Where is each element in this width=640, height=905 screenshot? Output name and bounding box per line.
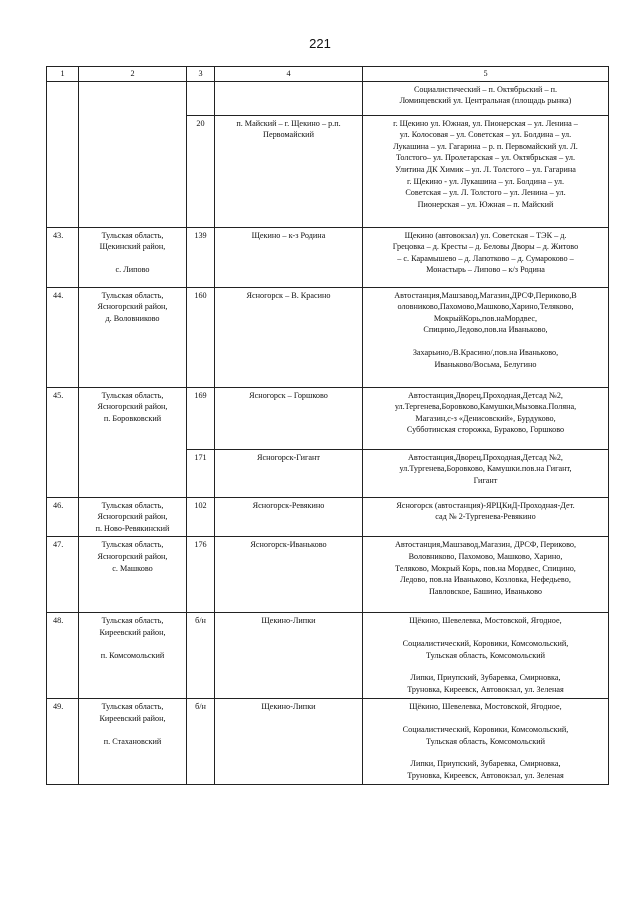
- stops-cell: [363, 537, 609, 613]
- stops-cell-line: Социалистический, Коровики, Комсомольский,: [402, 638, 569, 648]
- stops-cell-line: ул.Тергенева,Боровково,Камушки,Мызовка.Поляна,: [394, 402, 577, 412]
- table-row: [47, 227, 609, 287]
- location-cell-line: Щекинский район,: [99, 242, 166, 252]
- stops-cell-line: Воловниково, Пахомово, Машково, Харино,: [408, 551, 563, 561]
- route-name-cell-line: п. Майский – г. Щекино – р.п.: [236, 118, 341, 128]
- location-cell-line: Ясногорский район,: [97, 302, 168, 312]
- location-cell: [79, 613, 187, 699]
- stops-cell-line: Ясногорск (автостанция)-ЯРЦКиД-Проходная-Дет.: [396, 500, 575, 510]
- table-body: [47, 81, 609, 785]
- location-cell: [79, 227, 187, 287]
- stops-cell-line: Тульская область, Комсомольский: [426, 650, 545, 660]
- route-name-cell: [215, 287, 363, 387]
- route-code: 171: [187, 449, 215, 497]
- stops-cell-line: Труновка, Киреевск, Автовокзал, ул. Зеленая: [407, 684, 564, 694]
- stops-cell: [363, 613, 609, 699]
- route-name-cell-line: Ясногорск – В. Красино: [246, 290, 331, 300]
- route-name-cell: [215, 227, 363, 287]
- stops-cell-line: Щекино (автовокзал) ул. Советская – ТЭК – д.: [404, 230, 567, 240]
- stops-cell-line: Липки, Приупский, Зубаревка, Смирновка,: [410, 759, 561, 769]
- route-name-cell: [215, 387, 363, 449]
- route-code: 176: [187, 537, 215, 613]
- location-cell-line: с. Липово: [115, 264, 150, 274]
- location-cell-line: п. Комсомольский: [100, 650, 165, 660]
- location-cell-line: Ясногорский район,: [97, 512, 168, 522]
- table-row: [47, 81, 609, 115]
- route-name-cell-line: Ясногорск-Иваньково: [250, 540, 327, 550]
- route-name-cell: [215, 449, 363, 497]
- row-number: 49.: [47, 699, 79, 785]
- location-cell-line: Тульская область,: [101, 500, 164, 510]
- location-cell-line: Тульская область,: [101, 290, 164, 300]
- header-cell: 3: [187, 67, 215, 82]
- stops-cell-line: Автостанция,Машзавод,Магазин, ДРСФ, Периково,: [394, 540, 577, 550]
- location-cell-line: п. Ново-Ревякинский: [95, 523, 170, 533]
- location-cell-line: д. Воловниково: [105, 313, 160, 323]
- stops-cell-line: Пионерская – ул. Южная – п. Майский: [417, 199, 554, 209]
- header-cell: 2: [79, 67, 187, 82]
- table-row: [47, 699, 609, 785]
- stops-cell-line: Труновка, Киреевск, Автовокзал, ул. Зеленая: [407, 770, 564, 780]
- route-code: 20: [187, 115, 215, 227]
- stops-cell-line: Гигант: [473, 475, 498, 485]
- stops-cell-line: оловниково,Пахомово,Машково,Харино,Теляково,: [397, 302, 574, 312]
- stops-cell-line: – с. Карамышево – д. Лапотково – д. Сумароково –: [397, 253, 574, 263]
- stops-cell-line: Социалистический – п. Октябрьский – п.: [413, 84, 558, 94]
- route-name-cell: [215, 497, 363, 537]
- location-cell-line: Тульская область,: [101, 230, 164, 240]
- row-number: 44.: [47, 287, 79, 387]
- route-name-cell: [215, 699, 363, 785]
- stops-cell-line: Монастырь – Липово – к/з Родина: [426, 265, 545, 275]
- row-number: [47, 81, 79, 227]
- routes-table: [46, 66, 609, 785]
- route-name-cell-line: Щекино-Липки: [261, 616, 316, 626]
- location-cell-line: Ясногорский район,: [97, 551, 168, 561]
- stops-cell-line: Улитина ДК Химик – ул. Л. Толстого – ул. Гагарина: [395, 164, 576, 174]
- route-name-cell-line: Ясногорск – Горшково: [249, 390, 328, 400]
- route-name-cell: [215, 537, 363, 613]
- stops-cell-line: Грецовка – д. Кресты – д. Беловы Дворы – д. Житово: [392, 242, 579, 252]
- route-name-cell-line: Первомайский: [263, 130, 314, 140]
- stops-cell: [363, 115, 609, 227]
- header-cell: 5: [363, 67, 609, 82]
- location-cell-line: Тульская область,: [101, 390, 164, 400]
- location-cell: [79, 287, 187, 387]
- location-cell-line: п. Боровковский: [103, 413, 162, 423]
- stops-cell: [363, 227, 609, 287]
- route-name-cell-line: Щекино-Липки: [261, 702, 316, 712]
- stops-cell-line: Тульская область, Комсомольский: [426, 736, 545, 746]
- route-name-cell-line: Щекино – к-з Родина: [251, 230, 326, 240]
- table-row: [47, 613, 609, 699]
- stops-cell-line: Лукашина – ул. Гагарина – р. п. Первомайский ул. Л.: [393, 141, 578, 151]
- row-number: 48.: [47, 613, 79, 699]
- location-cell-line: Тульская область,: [101, 540, 164, 550]
- location-cell-line: Ясногорский район,: [97, 402, 168, 412]
- location-cell: [79, 81, 187, 227]
- stops-cell-line: Советская – ул. Л. Толстого – ул. Ленина – ул.: [405, 188, 566, 198]
- table-row: [47, 387, 609, 449]
- page-number: 221: [309, 36, 331, 51]
- table-header-row: [47, 67, 609, 82]
- route-name-cell: [215, 115, 363, 227]
- stops-cell-line: Субботинская сторожка, Бураково, Горшково: [406, 425, 565, 435]
- row-number: 45.: [47, 387, 79, 497]
- stops-cell-line: г. Щекино ул. Южная, ул. Пионерская – ул. Ленина –: [393, 118, 578, 128]
- stops-cell: [363, 449, 609, 497]
- route-code: б/н: [187, 613, 215, 699]
- stops-cell: [363, 699, 609, 785]
- location-cell: [79, 699, 187, 785]
- stops-cell: [363, 287, 609, 387]
- location-cell-line: п. Стахановский: [103, 736, 162, 746]
- location-cell-line: Киреевский район,: [99, 713, 166, 723]
- stops-cell-line: Щёкино, Шевелевка, Мостовской, Ягодное,: [409, 616, 562, 626]
- route-code: 102: [187, 497, 215, 537]
- stops-cell-line: г. Щекино - ул. Лукашина – ул. Болдина – ул.: [406, 176, 565, 186]
- location-cell: [79, 387, 187, 497]
- stops-cell: [363, 81, 609, 115]
- route-code: [187, 81, 215, 115]
- stops-cell-line: Толстого– ул. Пролетарская – ул. Октябрьская – ул.: [395, 153, 575, 163]
- location-cell: [79, 497, 187, 537]
- location-cell-line: Киреевский район,: [99, 627, 166, 637]
- route-code: 160: [187, 287, 215, 387]
- stops-cell-line: Автостанция,Дворец,Проходная,Детсад №2,: [408, 452, 563, 462]
- stops-cell-line: Иваньково/Восьма, Белугино: [434, 359, 537, 369]
- header-cell: 1: [47, 67, 79, 82]
- stops-cell-line: Автостанция,Дворец,Проходная,Детсад №2,: [408, 390, 563, 400]
- stops-cell-line: Ледово, пов.на Иваньково, Козловка, Нефедьево,: [400, 575, 571, 585]
- stops-cell-line: Ломинцевский ул. Центральная (площадь рынка): [399, 96, 572, 106]
- route-name-cell-line: Ясногорск-Гигант: [256, 452, 320, 462]
- stops-cell-line: Щёкино, Шевелевка, Мостовской, Ягодное,: [409, 702, 562, 712]
- route-name-cell: [215, 81, 363, 115]
- stops-cell-line: Спицино,Ледово,пов.на Иваньково,: [423, 325, 548, 335]
- stops-cell-line: Павловское, Башино, Иваньково: [429, 586, 542, 596]
- location-cell-line: Тульская область,: [101, 616, 164, 626]
- route-code: 169: [187, 387, 215, 449]
- location-cell-line: Тульская область,: [101, 702, 164, 712]
- stops-cell-line: ул.Тургенева,Боровково, Камушки.пов.на Гигант,: [399, 464, 572, 474]
- location-cell-line: с. Машково: [112, 563, 153, 573]
- header-cell: 4: [215, 67, 363, 82]
- stops-cell-line: Социалистический, Коровики, Комсомольский,: [402, 724, 569, 734]
- stops-cell-line: Автостанция,Машзавод,Магазин,ДРСФ,Периково,В: [394, 290, 577, 300]
- stops-cell: [363, 497, 609, 537]
- table-row: [47, 497, 609, 537]
- route-code: б/н: [187, 699, 215, 785]
- stops-cell-line: ул. Колосовая – ул. Советская – ул. Болдина – ул.: [399, 130, 572, 140]
- stops-cell: [363, 387, 609, 449]
- stops-cell-line: Захарьино,/В.Красино/,пов.на Иваньково,: [412, 347, 559, 357]
- stops-cell-line: Теляково, Мокрый Корь, пов.на Мордвес, Спицино,: [395, 563, 576, 573]
- location-cell: [79, 537, 187, 613]
- table-row: [47, 537, 609, 613]
- stops-cell-line: Липки, Приупский, Зубаревка, Смирновка,: [410, 673, 561, 683]
- stops-cell-line: сад № 2-Тургенева-Ревякино: [435, 512, 536, 522]
- table-row: [47, 287, 609, 387]
- route-name-cell-line: Ясногорск-Ревякино: [252, 500, 325, 510]
- stops-cell-line: Магазин,с-з «Денисовский», Бурдуково,: [415, 413, 556, 423]
- row-number: 43.: [47, 227, 79, 287]
- stops-cell-line: МокрыйКорь,пов.наМордвес,: [433, 313, 538, 323]
- route-code: 139: [187, 227, 215, 287]
- route-name-cell: [215, 613, 363, 699]
- row-number: 47.: [47, 537, 79, 613]
- row-number: 46.: [47, 497, 79, 537]
